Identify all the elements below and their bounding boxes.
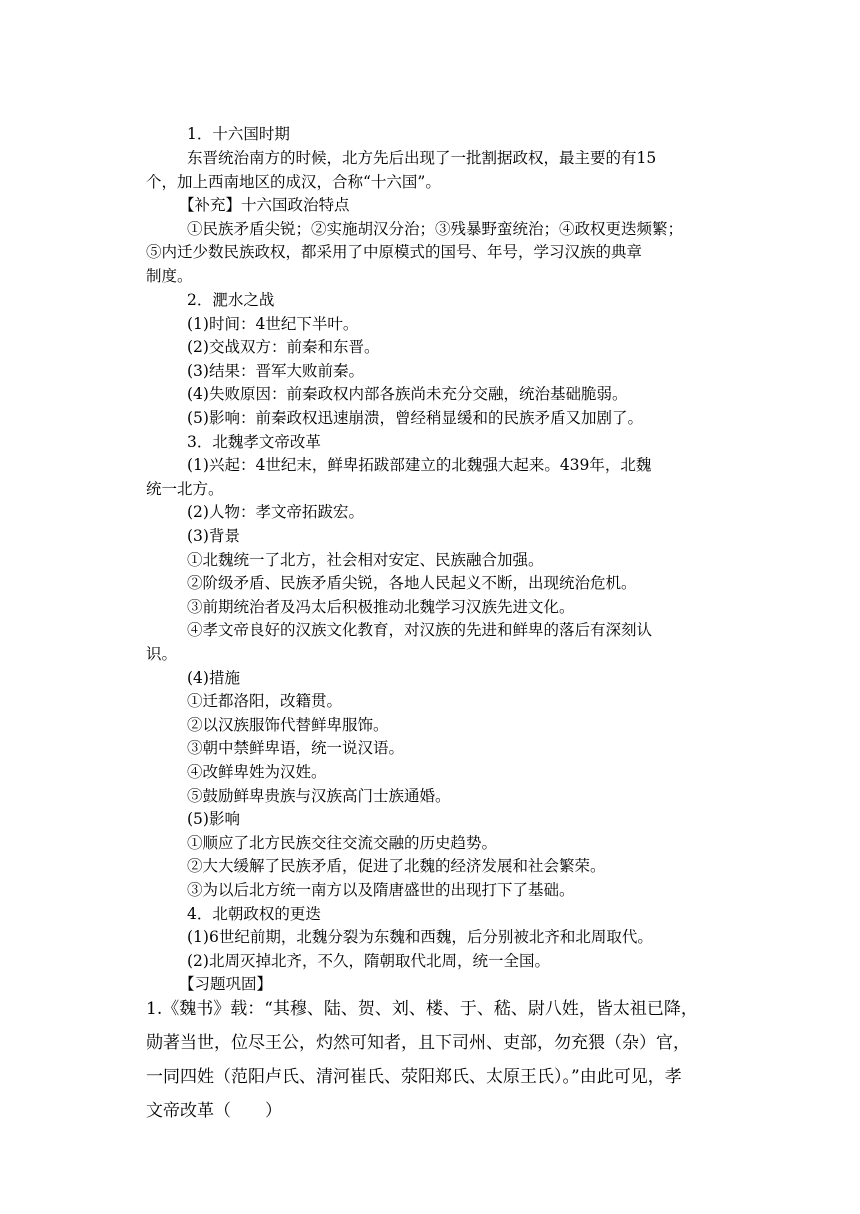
list-item: (1)兴起：4世纪末，鲜卑拓跋部建立的北魏强大起来。439年，北魏 <box>187 456 652 474</box>
paragraph-line: 制度。 <box>146 267 193 285</box>
list-item: ①北魏统一了北方，社会相对安定、民族融合加强。 <box>187 551 544 569</box>
list-item: ①迁都洛阳，改籍贯。 <box>187 692 343 710</box>
heading-northern-dynasties: 4．北朝政权的更迭 <box>187 905 321 923</box>
list-item: ④孝文帝良好的汉族文化教育，对汉族的先进和鲜卑的落后有深刻认 <box>187 621 653 639</box>
list-item: (1)时间：4世纪下半叶。 <box>187 315 359 333</box>
paragraph-line: 个，加上西南地区的成汉，合称“十六国”。 <box>146 173 441 191</box>
list-item: ③朝中禁鲜卑语，统一说汉语。 <box>187 739 405 757</box>
list-item: (2)北周灭掉北齐，不久，隋朝取代北周，统一全国。 <box>187 952 550 970</box>
list-item: ②大大缓解了民族矛盾，促进了北魏的经济发展和社会繁荣。 <box>187 857 606 875</box>
list-item: ④改鲜卑姓为汉姓。 <box>187 763 327 781</box>
list-item: (4)措施 <box>187 669 240 687</box>
list-item: (1)6世纪前期，北魏分裂为东魏和西魏，后分别被北齐和北周取代。 <box>187 928 653 946</box>
paragraph-line: 统一北方。 <box>146 480 224 498</box>
heading-sixteen-kingdoms: 1．十六国时期 <box>187 125 290 143</box>
question-line: 1.《魏书》载：“其穆、陆、贺、刘、楼、于、嵇、尉八姓，皆太祖已降， <box>146 999 698 1019</box>
exercise-heading: 【习题巩固】 <box>179 975 273 993</box>
list-item: (3)背景 <box>187 527 240 545</box>
heading-feishui-battle: 2．淝水之战 <box>187 291 275 309</box>
question-line: 勋著当世，位尽王公，灼然可知者，且下司州、吏部，勿充猥（杂）官， <box>146 1033 690 1053</box>
list-item: (2)交战双方：前秦和东晋。 <box>187 338 380 356</box>
list-item: (4)失败原因：前秦政权内部各族尚未充分交融，统治基础脆弱。 <box>187 385 628 403</box>
paragraph-line: ⑤内迁少数民族政权，都采用了中原模式的国号、年号，学习汉族的典章 <box>146 243 643 261</box>
list-item: (3)结果：晋军大败前秦。 <box>187 362 364 380</box>
list-item: ②以汉族服饰代替鲜卑服饰。 <box>187 716 389 734</box>
list-item: ⑤鼓励鲜卑贵族与汉族高门士族通婚。 <box>187 787 451 805</box>
question-line: 一同四姓（范阳卢氏、清河崔氏、荥阳郑氏、太原王氏）。”由此可见，孝 <box>146 1067 682 1087</box>
paragraph-line: ①民族矛盾尖锐；②实施胡汉分治；③残暴野蛮统治；④政权更迭频繁； <box>187 220 684 238</box>
list-item: ②阶级矛盾、民族矛盾尖锐，各地人民起义不断，出现统治危机。 <box>187 574 637 592</box>
list-item: ①顺应了北方民族交往交流交融的历史趋势。 <box>187 834 498 852</box>
supplement-heading: 【补充】十六国政治特点 <box>179 196 350 214</box>
question-line: 文帝改革（ ） <box>146 1101 282 1121</box>
list-item: (5)影响：前秦政权迅速崩溃，曾经稍显缓和的民族矛盾又加剧了。 <box>187 409 643 427</box>
paragraph-line: 识。 <box>146 645 178 663</box>
list-item: ③前期统治者及冯太后积极推动北魏学习汉族先进文化。 <box>187 598 575 616</box>
list-item: (2)人物：孝文帝拓跋宏。 <box>187 503 364 521</box>
list-item: (5)影响 <box>187 810 240 828</box>
heading-xiaowen-reform: 3．北魏孝文帝改革 <box>187 433 321 451</box>
list-item: ③为以后北方统一南方以及隋唐盛世的出现打下了基础。 <box>187 881 575 899</box>
paragraph-line: 东晋统治南方的时候，北方先后出现了一批割据政权，最主要的有15 <box>187 149 657 167</box>
